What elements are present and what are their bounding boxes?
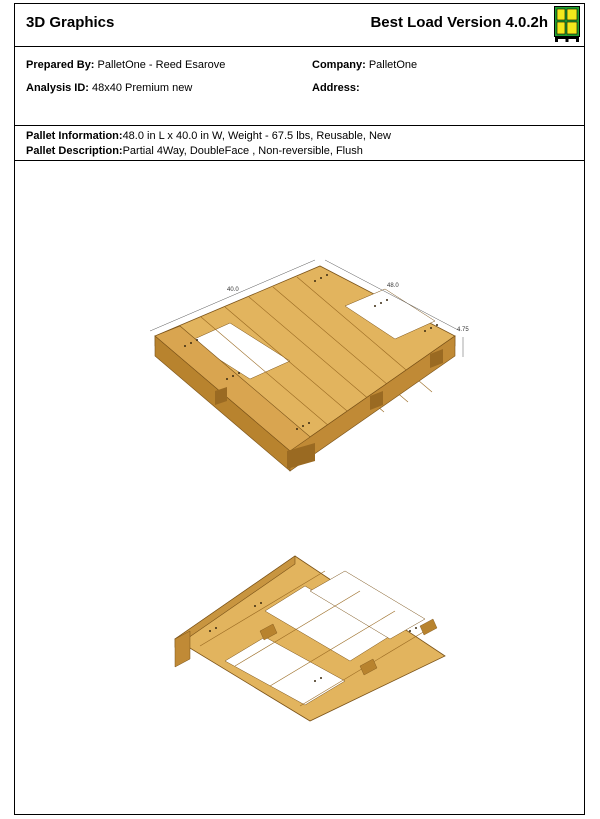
pallet-information-label: Pallet Information: bbox=[26, 130, 123, 142]
pallet-information bbox=[26, 130, 391, 142]
best-load-logo-icon bbox=[554, 6, 580, 42]
address bbox=[312, 82, 360, 94]
report-header bbox=[15, 4, 584, 47]
company-label: Company: bbox=[312, 59, 366, 71]
pallet-info-section bbox=[15, 125, 584, 161]
address-label: Address: bbox=[312, 82, 360, 94]
analysis-id-label: Analysis ID: bbox=[26, 82, 89, 94]
pallet-description-value: Partial 4Way, DoubleFace , Non-reversible, Flush bbox=[122, 145, 363, 157]
pallet-bottom-view bbox=[175, 556, 445, 721]
version-label: Best Load Version 4.0.2h bbox=[370, 14, 548, 31]
company-value: PalletOne bbox=[368, 59, 418, 71]
pallet-top-view bbox=[150, 260, 469, 471]
dimension-length-label: 48.0 bbox=[387, 283, 399, 289]
company bbox=[312, 59, 417, 71]
pallet-description-label: Pallet Description: bbox=[26, 145, 123, 157]
pallet-description bbox=[26, 145, 363, 157]
pallet-3d-views bbox=[15, 161, 586, 811]
prepared-by-label: Prepared By: bbox=[26, 59, 95, 71]
prepared-by bbox=[26, 59, 225, 71]
analysis-id bbox=[26, 82, 192, 94]
pallet-3d-drawing bbox=[15, 161, 584, 811]
dimension-height-label: 4.75 bbox=[457, 327, 469, 333]
analysis-id-value: 48x40 Premium new bbox=[92, 82, 193, 94]
report-meta bbox=[15, 47, 584, 126]
pallet-information-value: 48.0 in L x 40.0 in W, Weight - 67.5 lbs, Reusable, New bbox=[122, 130, 391, 142]
dimension-width-label: 40.0 bbox=[227, 287, 239, 293]
prepared-by-value: PalletOne - Reed Esarove bbox=[97, 59, 226, 71]
report-page bbox=[14, 3, 585, 815]
report-title: 3D Graphics bbox=[26, 14, 115, 31]
